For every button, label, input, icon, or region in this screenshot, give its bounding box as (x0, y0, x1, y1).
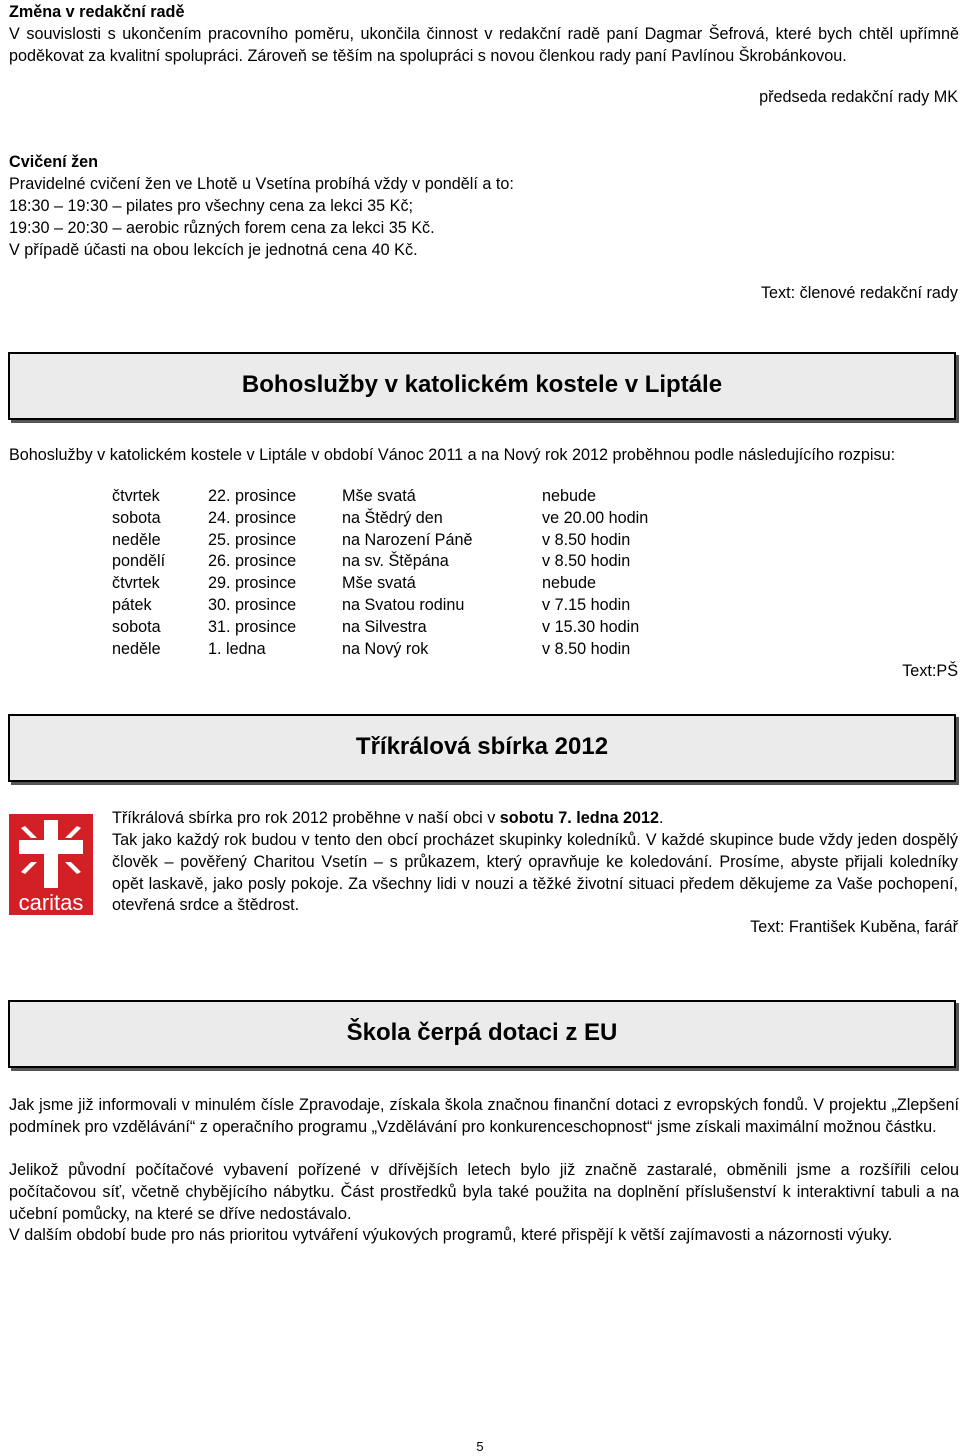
schedule-time: ve 20.00 hodin (542, 508, 649, 527)
schedule-date: 24. prosince (208, 508, 297, 527)
schedule-row (112, 573, 682, 595)
schedule-date: 25. prosince (208, 530, 297, 549)
exercise-line: V případě účasti na obou lekcích je jednotná cena 40 Kč. (9, 241, 418, 259)
schedule-day: pondělí (112, 552, 166, 571)
exercise-line: 19:30 – 20:30 – aerobic různých forem cena za lekci 35 Kč. (9, 219, 435, 237)
school-paragraph: V dalším období bude pro nás prioritou vytváření výukových programů, které přispějí k větší zajímavosti a názornosti výuky. (9, 1226, 893, 1244)
schedule-day: pátek (112, 595, 152, 614)
exercise-line: Pravidelné cvičení žen ve Lhotě u Vsetína probíhá vždy v pondělí a to: (9, 175, 514, 193)
schedule-date: 26. prosince (208, 552, 297, 571)
schedule-row (112, 639, 682, 661)
collection-banner (8, 714, 956, 782)
schedule-date: 29. prosince (208, 574, 297, 593)
collection-text: Tak jako každý rok budou v tento den obcí procházet skupinky koledníků. V každé skupince bude vždy jeden dospělý člověk – pověřený Charitou Vsetín – s průkazem, který opravňuje ke koledování. Prosíme, abyste přijali koledníky opět laskavě, jako posly pokoje. Za všechny lidi v nouzi a těžké životní situaci předem děkujeme za Vaše pochopení, otevřená srdce a štědrost. (112, 831, 958, 915)
schedule-day: sobota (112, 617, 161, 636)
schedule-row (112, 551, 682, 573)
schedule-time: nebude (542, 487, 597, 505)
schedule-row (112, 595, 682, 617)
exercise-heading: Cvičení žen (9, 153, 99, 171)
schedule-event: na Narození Páně (342, 530, 473, 549)
board-heading: Změna v redakční radě (9, 3, 185, 21)
board-text: V souvislosti s ukončením pracovního poměru, ukončila činnost v redakční radě paní Dagmar Šefrová, které bych chtěl upřímně poděkovat za kvalitní spolupráci. Zároveň se těším na spolupráci s novou členkou rady paní Pavlínou Škrobánkovou. (9, 25, 959, 65)
schedule-event: Mše svatá (342, 574, 416, 593)
schedule-day: neděle (112, 530, 161, 549)
caritas-logo-text: caritas (18, 890, 84, 915)
schedule-event: na sv. Štěpána (342, 552, 449, 571)
schedule-date: 31. prosince (208, 617, 297, 636)
school-banner (8, 1000, 956, 1068)
schedule-time: v 8.50 hodin (542, 639, 631, 658)
schedule-day: čtvrtek (112, 574, 160, 593)
caritas-logo (9, 814, 93, 915)
services-signature: Text:PŠ (902, 662, 958, 680)
schedule-time: v 8.50 hodin (542, 530, 631, 549)
collection-date-pre: Tříkrálová sbírka pro rok 2012 proběhne v naší obci v (112, 809, 500, 827)
collection-date: sobotu 7. ledna 2012 (499, 809, 660, 827)
schedule-time: v 7.15 hodin (542, 595, 631, 614)
schedule-day: čtvrtek (112, 487, 160, 505)
schedule-event: Mše svatá (342, 487, 416, 505)
schedule-event: na Silvestra (342, 617, 427, 636)
school-banner-title: Škola čerpá dotaci z EU (346, 1019, 618, 1046)
schedule-time: v 15.30 hodin (542, 617, 640, 636)
school-paragraph: Jak jsme již informovali v minulém čísle Zpravodaje, získala škola značnou finanční dotaci z evropských fondů. V projektu „Zlepšení podmínek pro vzdělávání“ z operačního programu „Vzdělávání pro konkurenceschopnost“ jsme získali maximální možnou částku. (9, 1096, 959, 1136)
schedule-time: nebude (542, 574, 597, 593)
schedule-row (112, 617, 682, 639)
schedule-day: sobota (112, 508, 161, 527)
services-banner (8, 352, 956, 420)
collection-date-post: . (659, 809, 664, 827)
services-banner-title: Bohoslužby v katolickém kostele v Liptále (241, 371, 723, 398)
exercise-signature: Text: členové redakční rady (760, 284, 958, 302)
schedule-date: 30. prosince (208, 595, 297, 614)
collection-date-line (112, 808, 958, 830)
page-number: 5 (476, 1439, 484, 1454)
schedule-table (112, 486, 682, 660)
services-intro: Bohoslužby v katolickém kostele v Liptále v období Vánoc 2011 a na Nový rok 2012 proběhnou podle následujícího rozpisu: (9, 446, 896, 464)
schedule-date: 22. prosince (208, 487, 297, 505)
schedule-event: na Štědrý den (342, 508, 443, 527)
schedule-row (112, 486, 682, 508)
schedule-row (112, 530, 682, 552)
schedule-row (112, 508, 682, 530)
schedule-event: na Svatou rodinu (342, 595, 465, 614)
schedule-event: na Nový rok (342, 639, 429, 658)
school-paragraph: Jelikož původní počítačové vybavení pořízené v dřívějších letech bylo již značně zastaralé, obměnili jsme a rozšířili celou počítačovou síť, včetně chybějícího nábytku. Část prostředků byla také použita na doplnění příslušenství k interaktivní tabuli a na učební pomůcky, na které se dříve nedostávalo. (9, 1161, 959, 1223)
schedule-day: neděle (112, 639, 161, 658)
collection-signature: Text: František Kuběna, farář (750, 918, 958, 936)
schedule-time: v 8.50 hodin (542, 552, 631, 571)
board-signature: předseda redakční rady MK (759, 88, 958, 106)
caritas-cross-icon (9, 814, 93, 915)
collection-banner-title: Tříkrálová sbírka 2012 (355, 733, 609, 760)
exercise-line: 18:30 – 19:30 – pilates pro všechny cena za lekci 35 Kč; (9, 197, 414, 215)
schedule-date: 1. ledna (208, 639, 266, 658)
